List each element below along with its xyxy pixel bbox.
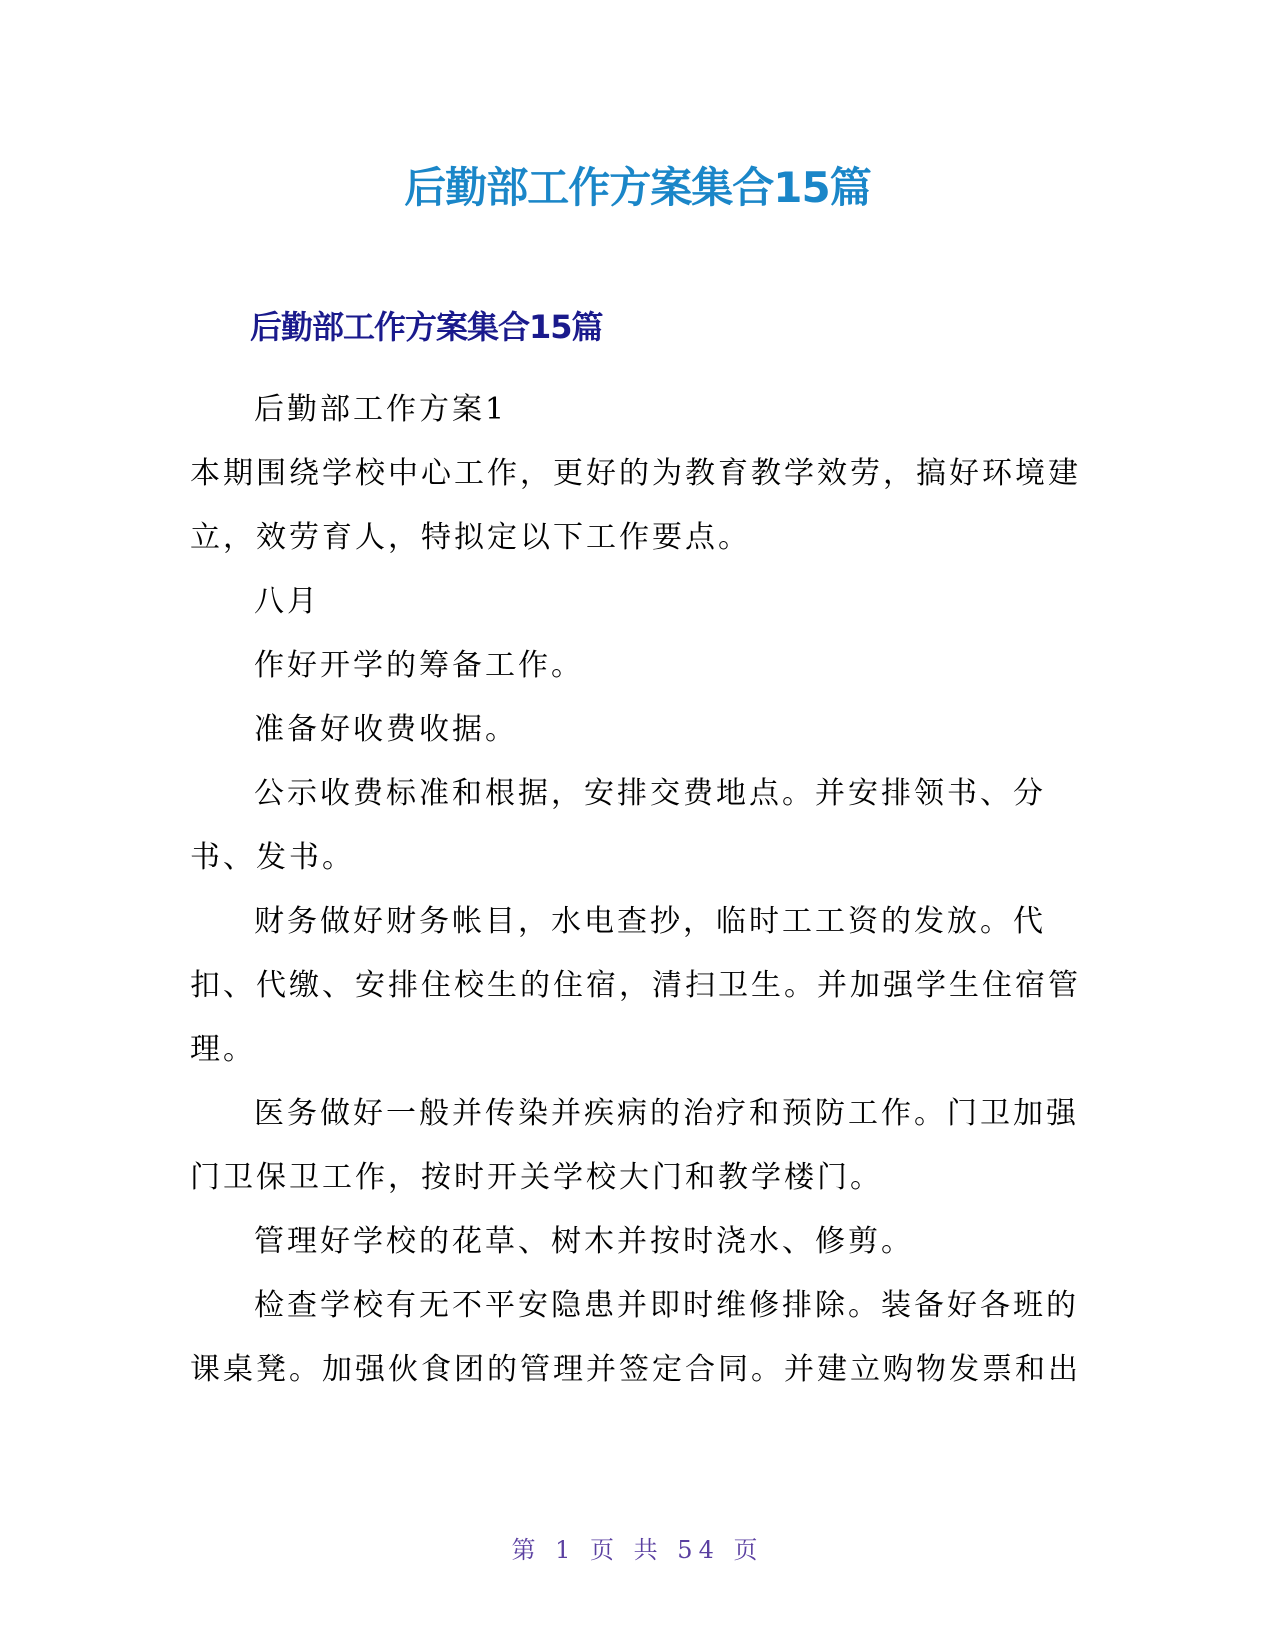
body-paragraph: 本期围绕学校中心工作，更好的为教育教学效劳，搞好环境建立，效劳育人，特拟定以下工作要点。: [190, 456, 1081, 555]
body-paragraph: 作好开学的筹备工作。: [254, 648, 584, 683]
page-number-footer: 第 1 页 共 54 页: [511, 1536, 764, 1564]
body-paragraph: 医务做好一般并传染并疾病的治疗和预防工作。门卫加强门卫保卫工作，按时开关学校大门和教学楼门。: [190, 1096, 1079, 1195]
section-heading: 后勤部工作方案1: [254, 392, 508, 427]
body-paragraph: 公示收费标准和根据，安排交费地点。并安排领书、分书、发书。: [190, 776, 1046, 875]
month-heading: 八月: [254, 584, 320, 619]
body-paragraph: 财务做好财务帐目，水电查抄，临时工工资的发放。代扣、代缴、安排住校生的住宿，清扫卫生。并加强学生住宿管理。: [190, 904, 1081, 1067]
document-main-title: 后勤部工作方案集合15篇: [404, 163, 871, 212]
document-sub-title: 后勤部工作方案集合15篇: [250, 308, 603, 346]
body-paragraph: 管理好学校的花草、树木并按时浇水、修剪。: [254, 1224, 914, 1259]
body-paragraph: 检查学校有无不平安隐患并即时维修排除。装备好各班的课桌凳。加强伙食团的管理并签定合同。并建立购物发票和出: [190, 1288, 1081, 1387]
document-body: [190, 378, 1090, 1402]
body-paragraph: 准备好收费收据。: [254, 712, 518, 747]
